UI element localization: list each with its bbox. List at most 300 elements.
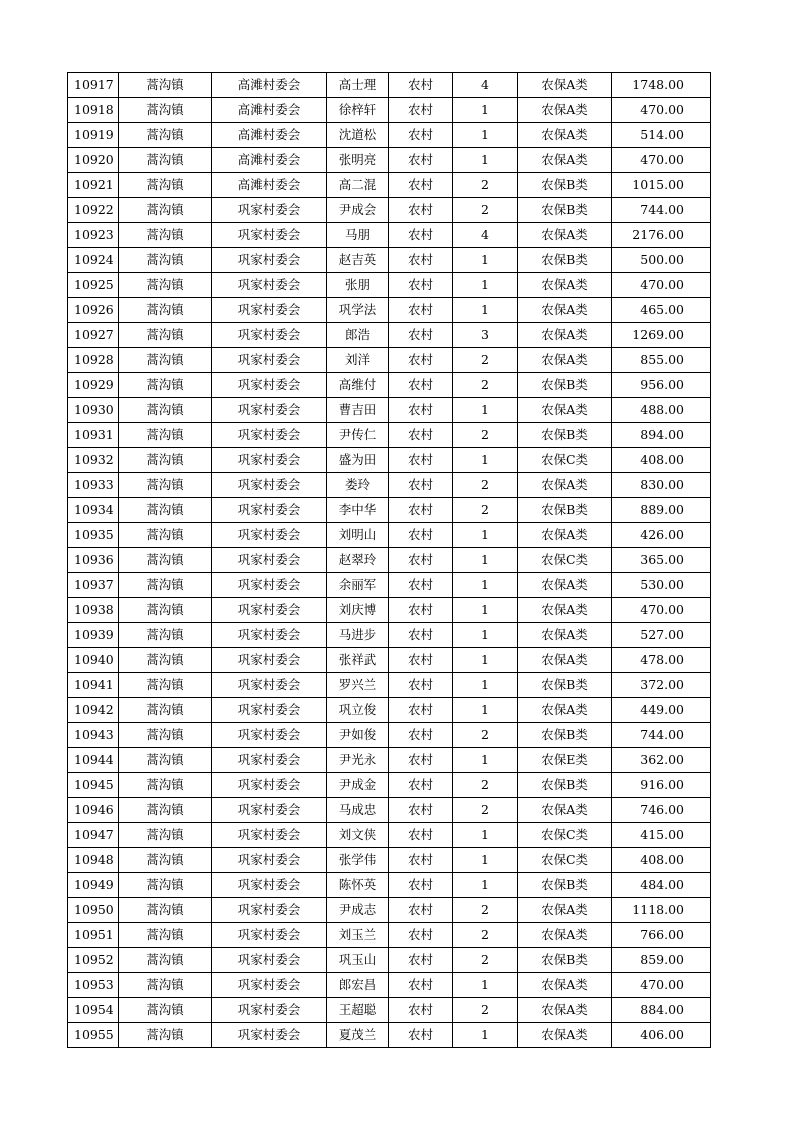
record-id-cell: 10938 (68, 598, 119, 623)
member-count-cell: 2 (453, 898, 518, 923)
household-type-cell: 农村 (389, 373, 453, 398)
table-row (68, 523, 711, 548)
village-committee-cell: 巩家村委会 (212, 848, 327, 873)
member-count-cell: 1 (453, 748, 518, 773)
member-count-cell: 2 (453, 948, 518, 973)
member-count-cell: 2 (453, 923, 518, 948)
person-name-cell: 巩玉山 (327, 948, 389, 973)
insurance-category-cell: 农保A类 (518, 623, 612, 648)
insurance-category-cell: 农保B类 (518, 248, 612, 273)
person-name-cell: 刘明山 (327, 523, 389, 548)
village-committee-cell: 巩家村委会 (212, 873, 327, 898)
amount-cell: 894.00 (612, 423, 711, 448)
member-count-cell: 1 (453, 398, 518, 423)
record-id-cell: 10933 (68, 473, 119, 498)
village-committee-cell: 巩家村委会 (212, 323, 327, 348)
insurance-category-cell: 农保A类 (518, 698, 612, 723)
amount-cell: 766.00 (612, 923, 711, 948)
village-committee-cell: 巩家村委会 (212, 723, 327, 748)
insurance-category-cell: 农保B类 (518, 173, 612, 198)
insurance-category-cell: 农保C类 (518, 848, 612, 873)
village-committee-cell: 高滩村委会 (212, 98, 327, 123)
table-row (68, 73, 711, 98)
record-id-cell: 10922 (68, 198, 119, 223)
person-name-cell: 赵翠玲 (327, 548, 389, 573)
person-name-cell: 李中华 (327, 498, 389, 523)
member-count-cell: 2 (453, 373, 518, 398)
town-cell: 蒿沟镇 (119, 873, 212, 898)
person-name-cell: 赵吉英 (327, 248, 389, 273)
record-id-cell: 10920 (68, 148, 119, 173)
person-name-cell: 余丽军 (327, 573, 389, 598)
insurance-category-cell: 农保A类 (518, 223, 612, 248)
table-row (68, 398, 711, 423)
town-cell: 蒿沟镇 (119, 423, 212, 448)
village-committee-cell: 高滩村委会 (212, 123, 327, 148)
person-name-cell: 夏茂兰 (327, 1023, 389, 1048)
record-id-cell: 10926 (68, 298, 119, 323)
record-id-cell: 10944 (68, 748, 119, 773)
insurance-category-cell: 农保B类 (518, 423, 612, 448)
village-committee-cell: 巩家村委会 (212, 898, 327, 923)
record-id-cell: 10935 (68, 523, 119, 548)
table-row (68, 248, 711, 273)
village-committee-cell: 巩家村委会 (212, 798, 327, 823)
amount-cell: 470.00 (612, 598, 711, 623)
amount-cell: 484.00 (612, 873, 711, 898)
amount-cell: 884.00 (612, 998, 711, 1023)
household-type-cell: 农村 (389, 598, 453, 623)
town-cell: 蒿沟镇 (119, 373, 212, 398)
insurance-category-cell: 农保B类 (518, 498, 612, 523)
member-count-cell: 1 (453, 698, 518, 723)
table-row (68, 723, 711, 748)
amount-cell: 530.00 (612, 573, 711, 598)
insurance-category-cell: 农保C类 (518, 548, 612, 573)
table-row (68, 923, 711, 948)
person-name-cell: 尹传仁 (327, 423, 389, 448)
town-cell: 蒿沟镇 (119, 998, 212, 1023)
amount-cell: 744.00 (612, 198, 711, 223)
member-count-cell: 1 (453, 248, 518, 273)
record-id-cell: 10929 (68, 373, 119, 398)
person-name-cell: 陈怀英 (327, 873, 389, 898)
town-cell: 蒿沟镇 (119, 898, 212, 923)
person-name-cell: 曹吉田 (327, 398, 389, 423)
table-body (68, 73, 711, 1048)
record-id-cell: 10925 (68, 273, 119, 298)
town-cell: 蒿沟镇 (119, 98, 212, 123)
member-count-cell: 1 (453, 648, 518, 673)
person-name-cell: 马朋 (327, 223, 389, 248)
town-cell: 蒿沟镇 (119, 623, 212, 648)
household-type-cell: 农村 (389, 248, 453, 273)
person-name-cell: 刘庆博 (327, 598, 389, 623)
person-name-cell: 张明亮 (327, 148, 389, 173)
records-table (67, 72, 711, 1048)
household-type-cell: 农村 (389, 823, 453, 848)
household-type-cell: 农村 (389, 998, 453, 1023)
town-cell: 蒿沟镇 (119, 273, 212, 298)
village-committee-cell: 巩家村委会 (212, 923, 327, 948)
person-name-cell: 娄玲 (327, 473, 389, 498)
table-row (68, 973, 711, 998)
person-name-cell: 张祥武 (327, 648, 389, 673)
village-committee-cell: 巩家村委会 (212, 198, 327, 223)
town-cell: 蒿沟镇 (119, 548, 212, 573)
member-count-cell: 1 (453, 673, 518, 698)
household-type-cell: 农村 (389, 773, 453, 798)
person-name-cell: 盛为田 (327, 448, 389, 473)
insurance-category-cell: 农保A类 (518, 273, 612, 298)
amount-cell: 1118.00 (612, 898, 711, 923)
person-name-cell: 尹成志 (327, 898, 389, 923)
member-count-cell: 2 (453, 473, 518, 498)
amount-cell: 916.00 (612, 773, 711, 798)
record-id-cell: 10919 (68, 123, 119, 148)
amount-cell: 830.00 (612, 473, 711, 498)
member-count-cell: 1 (453, 623, 518, 648)
person-name-cell: 高二混 (327, 173, 389, 198)
member-count-cell: 4 (453, 223, 518, 248)
village-committee-cell: 巩家村委会 (212, 948, 327, 973)
village-committee-cell: 高滩村委会 (212, 148, 327, 173)
amount-cell: 1748.00 (612, 73, 711, 98)
member-count-cell: 2 (453, 998, 518, 1023)
town-cell: 蒿沟镇 (119, 973, 212, 998)
village-committee-cell: 巩家村委会 (212, 498, 327, 523)
town-cell: 蒿沟镇 (119, 648, 212, 673)
record-id-cell: 10950 (68, 898, 119, 923)
table-row (68, 648, 711, 673)
insurance-category-cell: 农保B类 (518, 373, 612, 398)
household-type-cell: 农村 (389, 873, 453, 898)
town-cell: 蒿沟镇 (119, 923, 212, 948)
amount-cell: 744.00 (612, 723, 711, 748)
table-row (68, 1023, 711, 1048)
insurance-category-cell: 农保A类 (518, 73, 612, 98)
household-type-cell: 农村 (389, 448, 453, 473)
record-id-cell: 10932 (68, 448, 119, 473)
table-row (68, 498, 711, 523)
town-cell: 蒿沟镇 (119, 173, 212, 198)
amount-cell: 449.00 (612, 698, 711, 723)
record-id-cell: 10953 (68, 973, 119, 998)
member-count-cell: 1 (453, 873, 518, 898)
insurance-category-cell: 农保A类 (518, 898, 612, 923)
town-cell: 蒿沟镇 (119, 848, 212, 873)
insurance-category-cell: 农保A类 (518, 123, 612, 148)
town-cell: 蒿沟镇 (119, 473, 212, 498)
insurance-category-cell: 农保A类 (518, 923, 612, 948)
table-row (68, 798, 711, 823)
record-id-cell: 10921 (68, 173, 119, 198)
person-name-cell: 高维付 (327, 373, 389, 398)
insurance-category-cell: 农保B类 (518, 198, 612, 223)
member-count-cell: 4 (453, 73, 518, 98)
household-type-cell: 农村 (389, 623, 453, 648)
person-name-cell: 罗兴兰 (327, 673, 389, 698)
insurance-category-cell: 农保B类 (518, 773, 612, 798)
household-type-cell: 农村 (389, 148, 453, 173)
village-committee-cell: 巩家村委会 (212, 273, 327, 298)
amount-cell: 1269.00 (612, 323, 711, 348)
village-committee-cell: 巩家村委会 (212, 348, 327, 373)
member-count-cell: 2 (453, 348, 518, 373)
household-type-cell: 农村 (389, 798, 453, 823)
village-committee-cell: 巩家村委会 (212, 673, 327, 698)
table-row (68, 898, 711, 923)
village-committee-cell: 巩家村委会 (212, 623, 327, 648)
person-name-cell: 高士理 (327, 73, 389, 98)
household-type-cell: 农村 (389, 223, 453, 248)
household-type-cell: 农村 (389, 1023, 453, 1048)
amount-cell: 478.00 (612, 648, 711, 673)
town-cell: 蒿沟镇 (119, 798, 212, 823)
table-row (68, 223, 711, 248)
record-id-cell: 10917 (68, 73, 119, 98)
town-cell: 蒿沟镇 (119, 298, 212, 323)
table-row (68, 623, 711, 648)
table-row (68, 573, 711, 598)
village-committee-cell: 巩家村委会 (212, 698, 327, 723)
record-id-cell: 10955 (68, 1023, 119, 1048)
amount-cell: 470.00 (612, 973, 711, 998)
household-type-cell: 农村 (389, 323, 453, 348)
insurance-category-cell: 农保E类 (518, 748, 612, 773)
insurance-category-cell: 农保C类 (518, 823, 612, 848)
person-name-cell: 巩学法 (327, 298, 389, 323)
household-type-cell: 农村 (389, 523, 453, 548)
amount-cell: 746.00 (612, 798, 711, 823)
table-row (68, 548, 711, 573)
town-cell: 蒿沟镇 (119, 323, 212, 348)
member-count-cell: 1 (453, 848, 518, 873)
household-type-cell: 农村 (389, 698, 453, 723)
amount-cell: 488.00 (612, 398, 711, 423)
document-page (67, 72, 710, 1048)
table-row (68, 123, 711, 148)
amount-cell: 500.00 (612, 248, 711, 273)
amount-cell: 426.00 (612, 523, 711, 548)
insurance-category-cell: 农保A类 (518, 323, 612, 348)
insurance-category-cell: 农保B类 (518, 673, 612, 698)
insurance-category-cell: 农保A类 (518, 523, 612, 548)
insurance-category-cell: 农保A类 (518, 473, 612, 498)
amount-cell: 415.00 (612, 823, 711, 848)
record-id-cell: 10936 (68, 548, 119, 573)
household-type-cell: 农村 (389, 98, 453, 123)
record-id-cell: 10942 (68, 698, 119, 723)
household-type-cell: 农村 (389, 898, 453, 923)
household-type-cell: 农村 (389, 473, 453, 498)
town-cell: 蒿沟镇 (119, 573, 212, 598)
person-name-cell: 尹成会 (327, 198, 389, 223)
household-type-cell: 农村 (389, 198, 453, 223)
town-cell: 蒿沟镇 (119, 823, 212, 848)
record-id-cell: 10943 (68, 723, 119, 748)
town-cell: 蒿沟镇 (119, 723, 212, 748)
village-committee-cell: 巩家村委会 (212, 398, 327, 423)
village-committee-cell: 巩家村委会 (212, 548, 327, 573)
record-id-cell: 10949 (68, 873, 119, 898)
amount-cell: 470.00 (612, 98, 711, 123)
person-name-cell: 王超聪 (327, 998, 389, 1023)
amount-cell: 365.00 (612, 548, 711, 573)
insurance-category-cell: 农保A类 (518, 648, 612, 673)
person-name-cell: 郎宏昌 (327, 973, 389, 998)
person-name-cell: 张朋 (327, 273, 389, 298)
household-type-cell: 农村 (389, 273, 453, 298)
village-committee-cell: 巩家村委会 (212, 598, 327, 623)
table-row (68, 323, 711, 348)
table-row (68, 873, 711, 898)
town-cell: 蒿沟镇 (119, 948, 212, 973)
record-id-cell: 10946 (68, 798, 119, 823)
record-id-cell: 10923 (68, 223, 119, 248)
member-count-cell: 1 (453, 598, 518, 623)
amount-cell: 408.00 (612, 448, 711, 473)
village-committee-cell: 巩家村委会 (212, 473, 327, 498)
village-committee-cell: 巩家村委会 (212, 648, 327, 673)
amount-cell: 406.00 (612, 1023, 711, 1048)
household-type-cell: 农村 (389, 423, 453, 448)
household-type-cell: 农村 (389, 348, 453, 373)
table-row (68, 373, 711, 398)
member-count-cell: 1 (453, 98, 518, 123)
table-row (68, 823, 711, 848)
town-cell: 蒿沟镇 (119, 448, 212, 473)
amount-cell: 408.00 (612, 848, 711, 873)
table-row (68, 773, 711, 798)
record-id-cell: 10918 (68, 98, 119, 123)
town-cell: 蒿沟镇 (119, 223, 212, 248)
table-row (68, 748, 711, 773)
member-count-cell: 1 (453, 973, 518, 998)
insurance-category-cell: 农保A类 (518, 998, 612, 1023)
household-type-cell: 农村 (389, 73, 453, 98)
member-count-cell: 2 (453, 173, 518, 198)
record-id-cell: 10931 (68, 423, 119, 448)
table-row (68, 673, 711, 698)
table-row (68, 148, 711, 173)
household-type-cell: 农村 (389, 173, 453, 198)
record-id-cell: 10930 (68, 398, 119, 423)
village-committee-cell: 巩家村委会 (212, 248, 327, 273)
record-id-cell: 10954 (68, 998, 119, 1023)
table-row (68, 448, 711, 473)
person-name-cell: 刘玉兰 (327, 923, 389, 948)
record-id-cell: 10948 (68, 848, 119, 873)
insurance-category-cell: 农保A类 (518, 1023, 612, 1048)
insurance-category-cell: 农保B类 (518, 723, 612, 748)
household-type-cell: 农村 (389, 573, 453, 598)
village-committee-cell: 巩家村委会 (212, 423, 327, 448)
town-cell: 蒿沟镇 (119, 198, 212, 223)
person-name-cell: 尹如俊 (327, 723, 389, 748)
record-id-cell: 10947 (68, 823, 119, 848)
table-row (68, 848, 711, 873)
village-committee-cell: 巩家村委会 (212, 823, 327, 848)
amount-cell: 2176.00 (612, 223, 711, 248)
insurance-category-cell: 农保A类 (518, 398, 612, 423)
person-name-cell: 刘文侠 (327, 823, 389, 848)
member-count-cell: 2 (453, 198, 518, 223)
town-cell: 蒿沟镇 (119, 523, 212, 548)
table-row (68, 98, 711, 123)
amount-cell: 372.00 (612, 673, 711, 698)
record-id-cell: 10934 (68, 498, 119, 523)
village-committee-cell: 巩家村委会 (212, 973, 327, 998)
insurance-category-cell: 农保A类 (518, 798, 612, 823)
table-row (68, 198, 711, 223)
town-cell: 蒿沟镇 (119, 698, 212, 723)
record-id-cell: 10951 (68, 923, 119, 948)
village-committee-cell: 巩家村委会 (212, 298, 327, 323)
village-committee-cell: 巩家村委会 (212, 448, 327, 473)
member-count-cell: 1 (453, 823, 518, 848)
person-name-cell: 郎浩 (327, 323, 389, 348)
amount-cell: 514.00 (612, 123, 711, 148)
member-count-cell: 2 (453, 498, 518, 523)
village-committee-cell: 巩家村委会 (212, 573, 327, 598)
member-count-cell: 1 (453, 148, 518, 173)
table-row (68, 348, 711, 373)
table-row (68, 423, 711, 448)
amount-cell: 1015.00 (612, 173, 711, 198)
town-cell: 蒿沟镇 (119, 498, 212, 523)
town-cell: 蒿沟镇 (119, 773, 212, 798)
member-count-cell: 1 (453, 1023, 518, 1048)
insurance-category-cell: 农保A类 (518, 973, 612, 998)
member-count-cell: 2 (453, 723, 518, 748)
household-type-cell: 农村 (389, 298, 453, 323)
table-row (68, 948, 711, 973)
table-row (68, 598, 711, 623)
town-cell: 蒿沟镇 (119, 598, 212, 623)
person-name-cell: 马进步 (327, 623, 389, 648)
table-row (68, 998, 711, 1023)
record-id-cell: 10940 (68, 648, 119, 673)
village-committee-cell: 巩家村委会 (212, 223, 327, 248)
person-name-cell: 沈道松 (327, 123, 389, 148)
person-name-cell: 巩立俊 (327, 698, 389, 723)
person-name-cell: 尹光永 (327, 748, 389, 773)
record-id-cell: 10927 (68, 323, 119, 348)
amount-cell: 470.00 (612, 273, 711, 298)
insurance-category-cell: 农保A类 (518, 148, 612, 173)
village-committee-cell: 巩家村委会 (212, 998, 327, 1023)
table-row (68, 173, 711, 198)
household-type-cell: 农村 (389, 848, 453, 873)
member-count-cell: 2 (453, 798, 518, 823)
town-cell: 蒿沟镇 (119, 123, 212, 148)
member-count-cell: 1 (453, 273, 518, 298)
record-id-cell: 10924 (68, 248, 119, 273)
household-type-cell: 农村 (389, 748, 453, 773)
town-cell: 蒿沟镇 (119, 1023, 212, 1048)
insurance-category-cell: 农保B类 (518, 948, 612, 973)
amount-cell: 889.00 (612, 498, 711, 523)
member-count-cell: 1 (453, 573, 518, 598)
table-row (68, 273, 711, 298)
person-name-cell: 张学伟 (327, 848, 389, 873)
member-count-cell: 1 (453, 123, 518, 148)
insurance-category-cell: 农保A类 (518, 298, 612, 323)
village-committee-cell: 巩家村委会 (212, 1023, 327, 1048)
household-type-cell: 农村 (389, 548, 453, 573)
town-cell: 蒿沟镇 (119, 673, 212, 698)
